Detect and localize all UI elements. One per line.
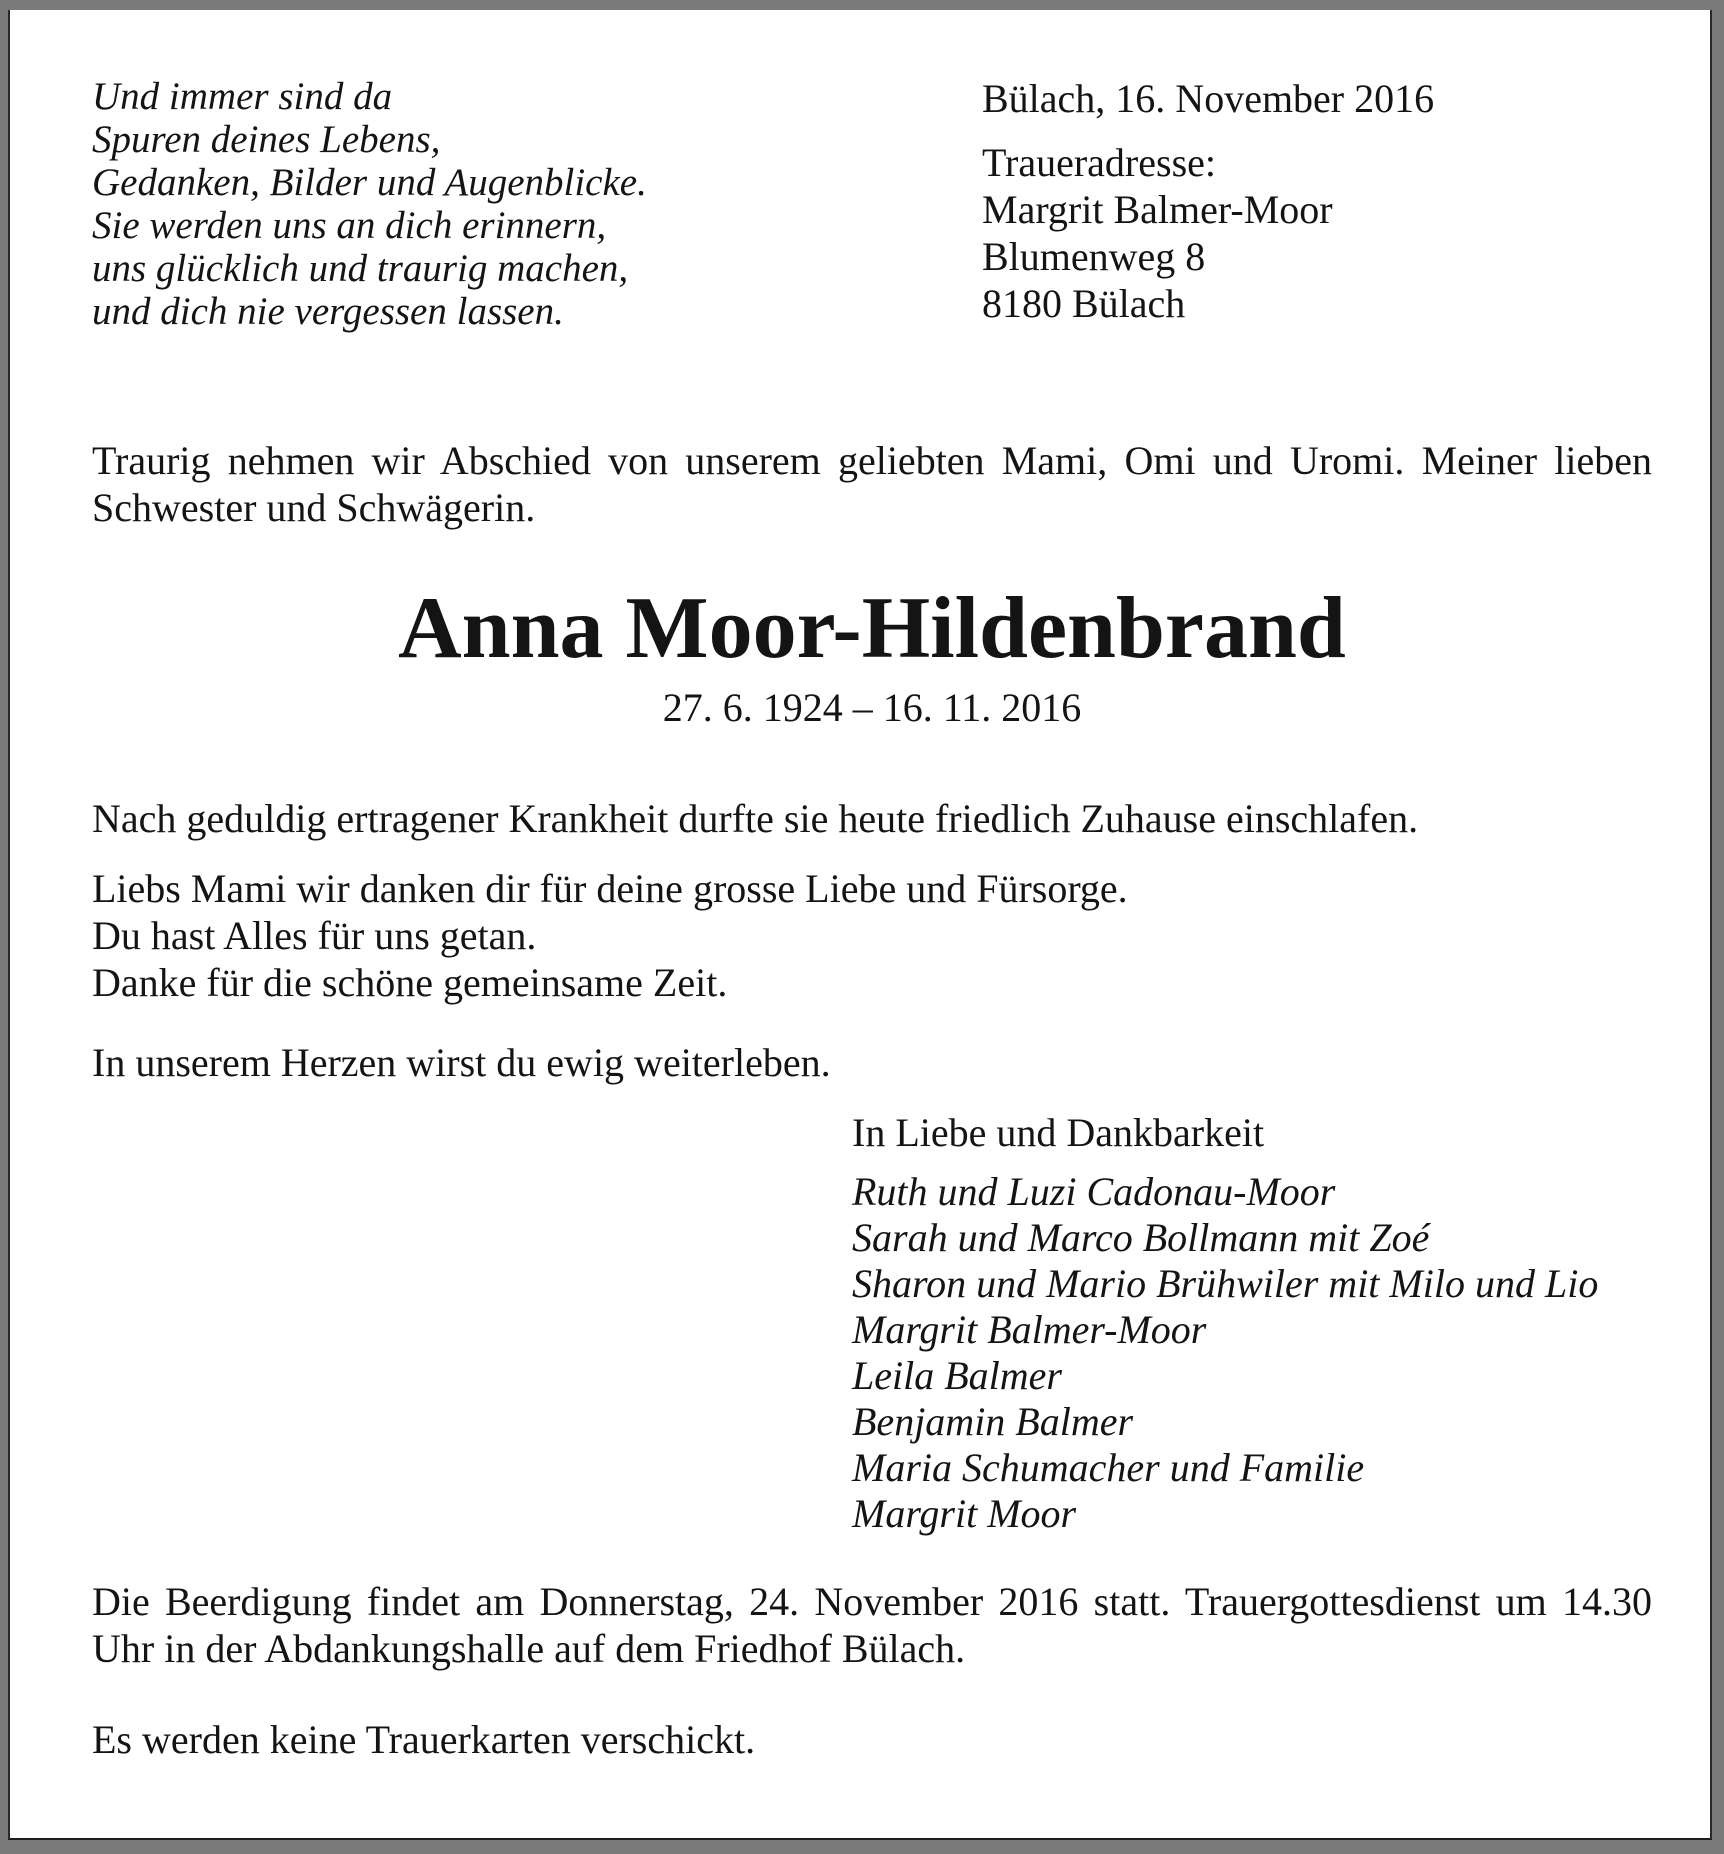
deceased-name: Anna Moor-Hildenbrand <box>398 580 1346 677</box>
poem-line: Und immer sind da <box>92 75 393 118</box>
poem-line: uns glücklich und traurig machen, <box>92 247 629 290</box>
memorial-poem <box>92 75 647 333</box>
family-name-line: Ruth und Luzi Cadonau-Moor <box>852 1169 1336 1214</box>
mourning-address-line: Blumenweg 8 <box>982 234 1206 279</box>
family-name-line: Sharon und Mario Brühwiler mit Milo und Lio <box>852 1261 1599 1306</box>
family-name-line: Margrit Balmer-Moor <box>852 1307 1207 1352</box>
mourning-family-names <box>852 1169 1598 1537</box>
death-notice-page <box>8 10 1712 1840</box>
mourning-address-line: 8180 Bülach <box>982 281 1186 326</box>
thanks-line: Danke für die schöne gemeinsame Zeit. <box>92 960 728 1005</box>
poem-line: und dich nie vergessen lassen. <box>92 290 564 333</box>
closing-salutation: In Liebe und Dankbarkeit <box>852 1110 1265 1155</box>
funeral-information-paragraph: Die Beerdigung findet am Donnerstag, 24. November 2016 statt. Trauergottesdienst um 14.30 Uhr in der Abdankungshalle auf dem Friedhof Bülach. <box>92 1579 1652 1671</box>
thanks-paragraph <box>92 865 1128 1006</box>
birth-death-dates: 27. 6. 1924 – 16. 11. 2016 <box>662 685 1082 730</box>
mourning-address-label: Traueradresse: <box>982 140 1217 185</box>
mourning-address-line: Margrit Balmer-Moor <box>982 187 1333 232</box>
intro-paragraph: Traurig nehmen wir Abschied von unserem geliebten Mami, Omi und Uromi. Meiner lieben Schwester und Schwägerin. <box>92 438 1652 530</box>
poem-line: Spuren deines Lebens, <box>92 118 441 161</box>
family-name-line: Benjamin Balmer <box>852 1399 1134 1444</box>
peaceful-passing-paragraph: Nach geduldig ertragener Krankheit durfte sie heute friedlich Zuhause einschlafen. <box>92 796 1419 841</box>
no-cards-note: Es werden keine Trauerkarten verschickt. <box>92 1717 756 1762</box>
place-and-date: Bülach, 16. November 2016 <box>982 76 1435 121</box>
family-name-line: Maria Schumacher und Familie <box>852 1445 1365 1490</box>
thanks-line: Liebs Mami wir danken dir für deine grosse Liebe und Fürsorge. <box>92 866 1128 911</box>
thanks-line: Du hast Alles für uns getan. <box>92 913 537 958</box>
poem-line: Sie werden uns an dich erinnern, <box>92 204 607 247</box>
family-name-line: Margrit Moor <box>852 1491 1077 1536</box>
family-name-line: Sarah und Marco Bollmann mit Zoé <box>852 1215 1430 1260</box>
poem-line: Gedanken, Bilder und Augenblicke. <box>92 161 647 204</box>
mourning-address <box>982 139 1333 327</box>
heart-paragraph: In unserem Herzen wirst du ewig weiterleben. <box>92 1040 831 1085</box>
family-name-line: Leila Balmer <box>852 1353 1062 1398</box>
